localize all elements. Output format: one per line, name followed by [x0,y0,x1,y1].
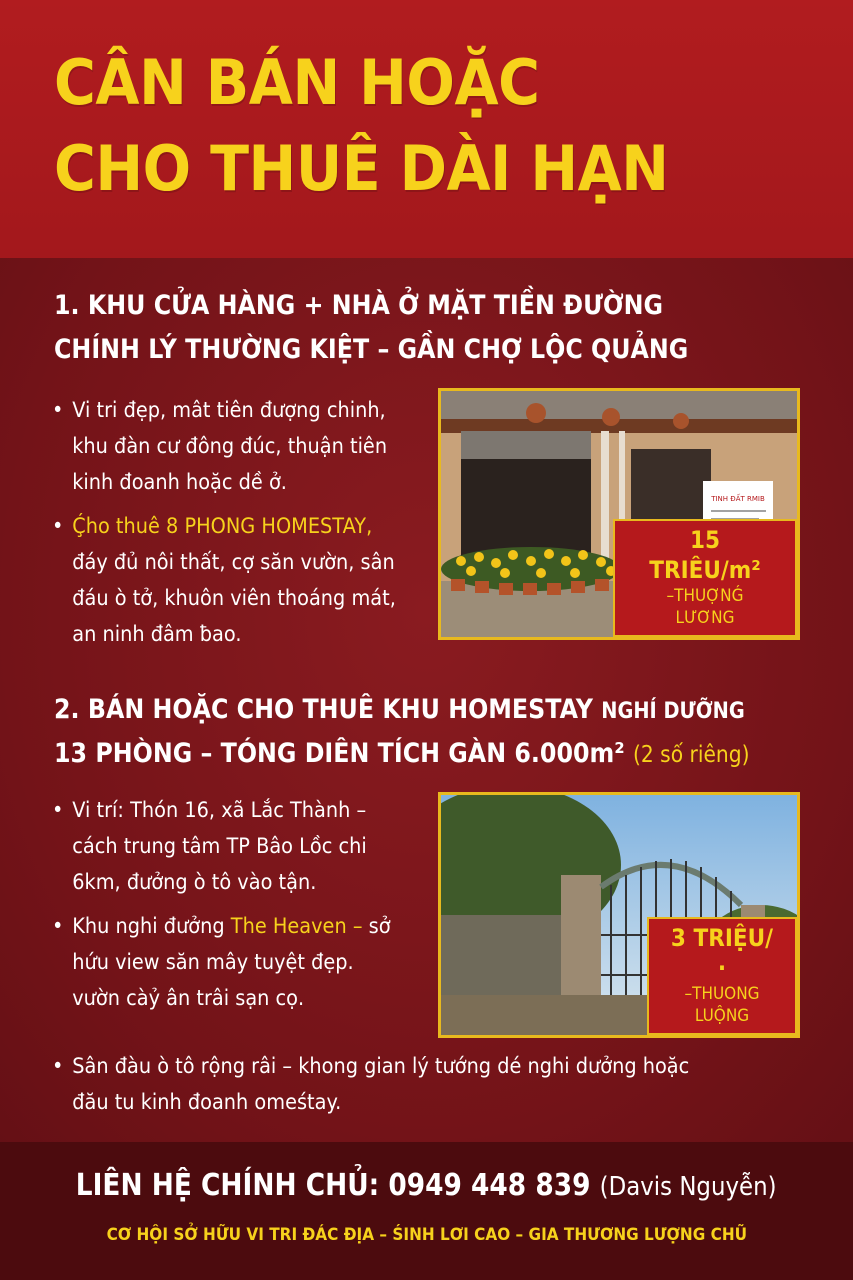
contact-name: (Davis Nguyễn) [600,1172,777,1202]
headline-line-1: CÂN BÁN HOẶC [54,46,540,119]
section-1-bullet-1-text: Vi tri đẹp, mât tiên đượng chinh, khu đàn cư đông đúc, thuận tiên kinh đoanh hoặc dề ở. [72,398,388,494]
section-2-title-line-2 [54,732,750,777]
section-1-title-line-1: 1. KHU CỬA HÀNG + NHÀ Ở MẶT TIỀN ĐƯỜNG [54,290,664,321]
section-2-bullet-2 [52,908,402,1016]
section-1-price-note: –THUỢNǴ LƯƠNG [666,586,744,628]
section-2-title-area: 13 PHÒNG – TÓNG DIÊN TÍCH GÀN 6.000m² [54,738,625,769]
sign-text: TINH ĐẤT RMIB [711,495,765,503]
section-1-bullet-2-highlight: Ḉho thuê 8 PHONG HOMESTAY, [72,514,373,538]
contact-line [76,1164,777,1209]
section-2-bullet-2-prefix: Khu nghi đưởng [72,914,225,938]
section-1-bullet-1 [52,392,402,500]
footer-tagline: CƠ HỘI SỞ HỮU VI TRI ĐÁC ĐỊA – ŚINH LƠI CAO – GIA THƯƠNG LƯỢNG CHŨ [106,1225,747,1245]
section-2-bullet-1 [52,792,402,900]
main-content [0,258,853,1142]
section-2-price-note: –THUONG LUỘNG [684,984,760,1026]
section-1-price: 15 TRIÊU/m² [649,526,761,584]
section-2-bullet-3-text: Sân đàu ò tô rộng râi – khong gian lý tướng dé nghi dưởng hoặc đău tu kinh đoanh omeśtay. [72,1054,690,1114]
section-1-bullet-list [52,392,432,652]
section-2-bullet-list-wide [52,1048,772,1120]
section-2-bullet-2-highlight: The Heaven – [230,914,363,938]
section-1-price-tag [613,519,797,637]
section-2-title-main: 2. BÁN HOẶC CHO THUÊ KHU HOMESTAY [54,694,593,725]
section-1-title-line-2: CHÍNH LÝ THƯỜNG KIỆT – GẦN CHỢ LỘC QUẢNG [54,334,689,365]
footer-contact [0,1142,853,1280]
section-2-bullet-2-text: sở hứu view săn mây tuyệt đẹp. vườn càỷ ân trâi sạn cọ. [72,914,391,1010]
homestay-gate-photo [438,792,800,1038]
contact-phone: LIÊN HỆ CHÍNH CHỦ: 0949 448 839 [76,1168,591,1203]
section-1-bullet-2 [52,508,402,652]
section-2-bullet-3 [52,1048,714,1120]
section-2-title-small: NGHÍ DƯỠNG [601,699,745,724]
section-1-bullet-2-text: đáy đủ nôi thất, cợ săn vườn, sân đáu ò tở, khuôn viên thoáng mát, an ninh đâm ƀao. [72,550,396,646]
section-2-title-note: (2 số riêng) [632,742,750,768]
section-2-bullet-1-text: Vi trí: Thón 16, xã Lắc Thành – cách trung tâm TP Bâo Lồc chi 6km, đưởng ò tô vào tận. [72,798,367,894]
section-2-bullet-list [52,792,432,1016]
section-2-title-line-1 [54,688,745,734]
section-2-price-tag [647,917,797,1035]
storefront-photo [438,388,800,640]
header-banner [0,0,853,258]
section-2-price: 3 TRIỆU/· [670,924,774,982]
headline-line-2: CHO THUÊ DÀI HẠN [54,132,669,205]
